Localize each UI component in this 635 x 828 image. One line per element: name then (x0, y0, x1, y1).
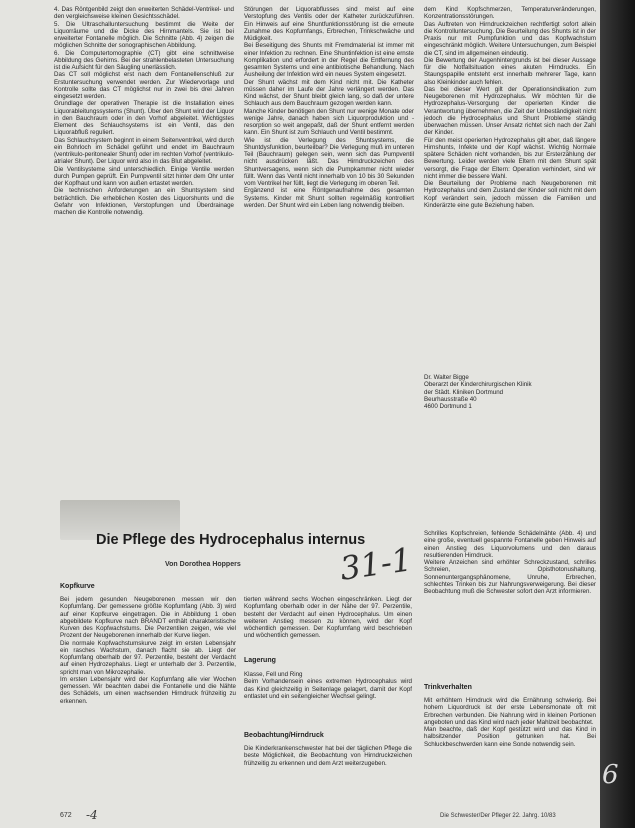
section-heading-trinkverhalten: Trinkverhalten (424, 684, 472, 691)
middle-intro-text: tierten während sechs Wochen eingeschränken. Liegt der Kopfumfang oberhalb oder in der Nähe der 97. Perzentile, besteht der Verdacht auf einen Hydrocephalus. Um einen weiteren Anstieg messen zu können, wird der Kopf wöchentlich gemessen. Der Kopfumfang wird beschrieben und wöchentlich gemessen. (244, 596, 412, 640)
top-column-1: 4. Das Röntgenbild zeigt den erweiterten Schädel-Ventrikel- und den vergleichsweise kleinen Gesichtsschädel. 5. Die Ultraschalluntersuchung bestimmt die Weite der Liquorräume und die Dicke des Hirnmantels. Sie ist bei erweiterter Fontanelle möglich. Die Schnitte (Abb. 4) zeigen die möglichen Schnitte der sonographischen Abbildung. 6. Die Computertomographie (CT) gibt eine schnittweise Abbildung des Gehirns. Bei der strahlenbelasteten Untersuchung ist die Aufsicht für den Säugling unerlässlich. Das CT soll möglichst erst nach dem Fontanellenschluß zur Erstuntersuchung verwendet werden. Zur Wiedervorlage und Kontrolle sollte das CT möglichst nur in zwei bis drei Jahren eingesetzt werden. Grundlage der operativen Therapie ist die Installation eines Liquorableitungssystems (Shunt). Über den Shunt wird der Liquor in den Bauchraum oder in den Vorhof abgeleitet. Wichtigstes Element des Schlauchsystems ist ein Ventil, das den Liquorabfluß reguliert. Das Schlauchsystem beginnt in einem Seitenventrikel, wird durch ein Bohrloch im Schädel geführt und endet im Bauchraum (ventrikulo-peritonealer Shunt) oder im rechten Vorhof (ventrikulo-atrialer Shunt). Der Liquor wird also in das Blut abgeleitet. Die Ventilsysteme sind unterschiedlich. Einige Ventile werden durch Pumpen geprüft. Ein Pumpventil sitzt hinter dem Ohr unter der Kopfhaut und kann von außen ertastet werden. Die technischen Anforderungen an ein Shuntsystem sind beträchtlich. Die erheblichen Kosten des Liquorshunts und die Gefahr von Infektionen, Verstopfungen und Überdrainage machen die Kontrolle notwendig. (54, 6, 234, 216)
author-address: Dr. Walter Bigge Oberarzt der Kinderchirurgischen Klinik der Städt. Kliniken Dortmund Beurhausstraße 40 4600 Dortmund 1 (424, 374, 532, 410)
lagerung-text: Klasse, Fell und Ring Beim Vorhandensein eines extremen Hydrocephalus wird das Kind gleichzeitig in Seitenlage gelagert, damit der Kopf entlastet und ein seitengleicher Wechsel gelingt. (244, 671, 412, 700)
top-column-3: dem Kind Kopfschmerzen, Temperaturveränderungen, Konzentrationsstörungen. Das Auftreten von Hirndruckzeichen rechtfertigt sofort allein die Kontrolluntersuchung. Die Beurteilung des Shunts ist in der Praxis nur mit Pumpfunktion und das Kopfwachstum eingeschränkt möglich. Weitere Untersuchungen, zum Beispiel die CT, sind im allgemeinen eindeutig. Die Bewertung der Augenhintergrunds ist bei dieser Aussage für die Notfallsituation eines akuten Hirndrucks. Ein Staungspapille entsteht erst innerhalb mehrerer Tage, kann also Kleinkinder auch fehlen. Das bei dieser Wert gilt der Operationsindikation zum Neugeborenen mit Hydrozephalus. Wir möchten für die Hydrozephalus-Versorgung der operierten Kinder die Verantwortung übernehmen, die Zeit der Unbeständigkeit nicht jedoch die Hydrocephalus und Shunt Probleme ständig überwachen müssen. Unser Ansatz richtet sich nach der Zahl der Kinder. Für den meist operierten Hydrozephalus gilt aber, daß längere Hirnshunts, Infekte und der Kopf wächst. Wichtig Normale spätere Schäden nicht vorhanden, bis zur Ersterzählung der Bewertung. Leider werden viele Eltern mit dem Shunt spät versorgt, die Frage der Eltern: Operation verhindert, sind wir nicht immer die bessere Wahl. Die Beurteilung der Probleme nach Neugeborenen mit Hydrozephalus und dem Zustand der Kinder soll nicht mit dem Kopf verändert sein, jedoch müssen die Familien und Kinderärzte eine gute Beziehung haben. (424, 6, 596, 209)
trinkverhalten-text: Mit erhöhtem Hirndruck wird die Ernährung schwierig. Bei hohem Liquordruck ist der erste Lebensmonate oft mit Erbrechen verbunden. Die Nahrung wird in kleinen Portionen angeboten und das Kind wird nach jeder Mahlzeit beobachtet. Man beachte, daß der Kopf gestützt wird und das Kind in halbsitzender Position getrunken hat. Bei Schluckbeschwerden kann eine Sonde notwendig sein. (424, 697, 596, 748)
handwritten-annotation: 31-1 (337, 540, 415, 588)
journal-footer: Die Schwester/Der Pfleger 22. Jahrg. 10/83 (440, 813, 556, 819)
top-column-2: Störungen der Liquorabflusses sind meist auf eine Verstopfung des Ventils oder der Katheter zurückzuführen. Ein Hinweis auf eine Shuntfunktionsstörung ist die erneute Zunahme des Kopfumfangs, Erbrechen, Trinkschwäche und Müdigkeit. Bei Beseitigung des Shunts mit Fremdmaterial ist immer mit einer Infektion zu rechnen. Eine Shuntinfektion ist eine ernste Komplikation und erfordert in der Regel die Entfernung des gesamten Systems und eine antibiotische Behandlung. Nach Ausheilung der Infektion wird ein neues System eingesetzt. Der Shunt wächst mit dem Kind nicht mit. Die Katheter müssen daher im Laufe der Jahre verlängert werden. Das Kind wächst, der Shunt bleibt gleich lang, so daß der untere Schlauch aus dem Bauchraum gezogen werden kann. Manche Kinder benötigen den Shunt nur wenige Monate oder wenige Jahre, danach haben sich Liquorproduktion und -resorption so weit angepaßt, daß der Shunt entfernt werden kann. Ein Shunt ist zum Schlauch und Ventil bestimmt. Wie ist die Verlegung des Shuntsystems, die Shuntdysfunktion, beurteilbar? Die Verlegung muß im unteren Teil (Bauchraum) gelegen sein, wenn sich das Pumpventil nicht ausdrücken läßt. Das Hirndruckzeichen des Shuntversagens, wenn sich die Pumpkammer nicht wieder füllt. Wenn das Ventil nicht innerhalb von 10 bis 30 Sekunden vom Ventrikel her füllt, liegt die Verlegung im oberen Teil. Ergänzend ist eine Röntgenaufnahme des gesamten Systems. Kinder mit Shunt sollten regelmäßig kontrolliert werden. Der Shunt wird ein Leben lang notwendig bleiben. (244, 6, 414, 209)
kopfkurve-text: Bei jedem gesunden Neugeborenen messen wir den Kopfumfang. Der gemessene größte Kopfumfang (Abb. 3) wird auf einer Kopfkurve eingetragen. Die in Abbildung 1 oben abgebildete Kopfkurve nach BRANDT enthält charakteristische Kurven des Kopfwachstums. Die Perzentilen zeigen, wie viel Prozent der Neugeborenen innerhalb der Kurve liegen. Die normale Kopfwachstumskurve zeigt im ersten Lebensjahr ein rasches Wachstum, danach flacht sie ab. Liegt der Kopfumfang oberhalb der 97. Perzentile, besteht der Verdacht auf einen Hydrozephalus. Liegt er unterhalb der 3. Perzentile, spricht man von Mikrozephalie. Im ersten Lebensjahr wird der Kopfumfang alle vier Wochen gemessen. Wir beachten dabei die Fontanelle und die Nähte des Schädels, um einen wachsenden Hirndruck frühzeitig zu erkennen. (60, 596, 236, 705)
page-number: 672 (60, 812, 72, 819)
scan-dark-edge (600, 0, 635, 828)
beobachtung-text: Die Kinderkrankenschwester hat bei der täglichen Pflege die beste Möglichkeit, die Beobachtung von Hirndruckzeichen frühzeitig zu erkennen und dem Arzt weiterzugeben. (244, 745, 412, 767)
page-handwritten-mark: -4 (86, 808, 98, 822)
right-intro-text: Schrilles Kopfschreien, fehlende Schädelnähte (Abb. 4) und eine große, eventuell gespannte Fontanelle geben Hinweis auf einen Anstieg des Liquorvolumens und den daraus resultierenden Hirndruck. Weitere Anzeichen sind erhöhter Schreckzustand, schrilles Schreien, Opisthotonushaltung, Sonnenuntergangsphänomene, Unruhe, Erbrechen, schlechtes Trinken bis zur Nahrungsverweigerung. Bei dieser Beobachtung muß die Schwester sofort den Arzt informieren. (424, 530, 596, 595)
article-author: Von Dorothea Hoppers (165, 561, 241, 568)
margin-handwritten-mark: 6 (602, 760, 619, 790)
section-heading-beobachtung: Beobachtung/Hirndruck (244, 732, 324, 739)
section-heading-kopfkurve: Kopfkurve (60, 583, 95, 590)
section-heading-lagerung: Lagerung (244, 657, 276, 664)
article-title: Die Pflege des Hydrocephalus internus (96, 532, 366, 548)
